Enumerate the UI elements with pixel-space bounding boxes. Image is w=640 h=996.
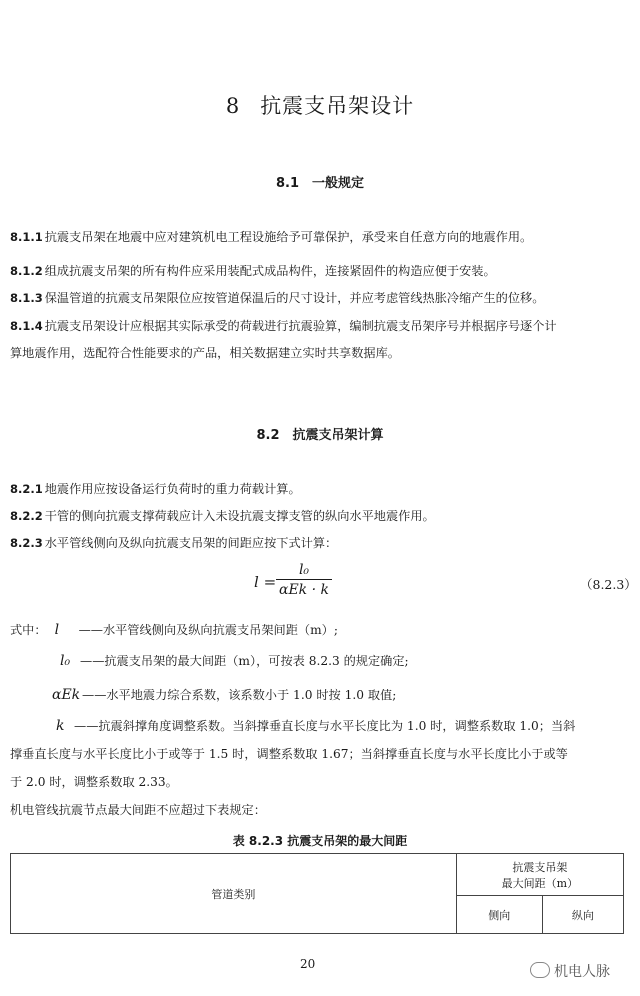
- header-max-spacing: [456, 854, 623, 896]
- clause-number: 8.2.1: [10, 482, 43, 496]
- clause-8-2-2: [10, 503, 610, 530]
- chapter-title: [0, 90, 640, 120]
- clause-number: 8.1.3: [10, 291, 43, 305]
- header-max-spacing-line1: 抗震支吊架: [512, 860, 568, 874]
- clause-number: 8.2.3: [10, 536, 43, 550]
- def-text: ——水平管线侧向及纵向抗震支吊架间距（m）;: [78, 623, 338, 637]
- clause-text: 地震作用应按设备运行负荷时的重力荷载计算。: [44, 482, 301, 496]
- formula-lhs: l =: [254, 573, 277, 591]
- header-max-spacing-line2: 最大间距（m）: [501, 876, 579, 890]
- where-line-3: [52, 682, 640, 709]
- clause-8-1-4-cont: 算地震作用，选配符合性能要求的产品，相关数据建立实时共享数据库。: [10, 346, 400, 360]
- clause-number: 8.1.4: [10, 319, 43, 333]
- section-heading-8-2: 8.2 抗震支吊架计算: [256, 428, 384, 443]
- chapter-name: 抗震支吊架设计: [260, 94, 415, 118]
- equation-number: （8.2.3）: [580, 577, 637, 592]
- header-longitudinal: 纵向: [542, 896, 623, 934]
- clause-text: 组成抗震支吊架的所有构件应采用装配式成品构件，连接紧固件的构造应便于安装。: [44, 264, 496, 278]
- def-text: ——水平地震力综合系数，该系数小于 1.0 时按 1.0 取值;: [82, 688, 397, 702]
- where-line-4: [56, 713, 640, 740]
- clause-number: 8.2.2: [10, 509, 43, 523]
- table-caption: 表 8.2.3 抗震支吊架的最大间距: [232, 834, 408, 848]
- chapter-number: 8: [225, 94, 241, 118]
- symbol-l0: l₀: [60, 653, 71, 669]
- clause-text: 保温管道的抗震支吊架限位应按管道保温后的尺寸设计，并应考虑管线热胀冷缩产生的位移。: [44, 291, 545, 305]
- watermark: [530, 961, 610, 981]
- header-lateral: 侧向: [456, 896, 542, 934]
- clause-8-2-3: [10, 530, 610, 557]
- watermark-text: 机电人脉: [554, 964, 610, 980]
- clause-text: 水平管线侧向及纵向抗震支吊架的间距应按下式计算：: [44, 536, 338, 550]
- section-heading-8-1: 8.1 一般规定: [275, 176, 365, 191]
- def-text: ——抗震斜撑角度调整系数。当斜撑垂直长度与水平长度比为 1.0 时，调整系数取 1.0；当斜: [74, 719, 576, 733]
- clause-number: 8.1.1: [10, 230, 43, 244]
- clause-number: 8.1.2: [10, 264, 43, 278]
- where-line-1: [10, 617, 610, 644]
- page-number: 20: [300, 957, 316, 971]
- header-pipe-category: 管道类别: [11, 854, 457, 934]
- clause-8-2-1: [10, 476, 610, 503]
- formula-fraction: [276, 562, 332, 598]
- clause-8-1-4: [10, 313, 610, 340]
- clause-text: 干管的侧向抗震支撑荷载应计入未设抗震支撑支管的纵向水平地震作用。: [44, 509, 435, 523]
- symbol-l: l: [54, 622, 60, 638]
- where-label: 式中：: [10, 623, 47, 637]
- clause-text: 抗震支吊架在地震中应对建筑机电工程设施给予可靠保护，承受来自任意方向的地震作用。: [44, 230, 533, 244]
- wechat-icon: [530, 962, 550, 978]
- where-line-2: [60, 648, 640, 675]
- formula-denominator: αEk · k: [279, 582, 329, 598]
- def-text: ——抗震支吊架的最大间距（m），可按表 8.2.3 的规定确定;: [80, 654, 409, 668]
- spacing-table: [10, 853, 624, 934]
- where-cont-2: 于 2.0 时，调整系数取 2.33。: [10, 775, 178, 789]
- clause-8-1-2: [10, 258, 610, 285]
- symbol-alpha-ek: αEk: [52, 687, 81, 703]
- formula-numerator: l₀: [276, 562, 332, 580]
- clause-text: 抗震支吊架设计应根据其实际承受的荷载进行抗震验算，编制抗震支吊架序号并根据序号逐个计: [44, 319, 557, 333]
- where-cont-1: 撑垂直长度与水平长度比小于或等于 1.5 时，调整系数取 1.67；当斜撑垂直长度与水平长度比小于或等: [10, 747, 568, 761]
- table-intro: 机电管线抗震节点最大间距不应超过下表规定：: [10, 803, 266, 817]
- clause-8-1-1: [10, 224, 610, 251]
- clause-8-1-3: [10, 285, 610, 312]
- symbol-k: k: [56, 718, 65, 734]
